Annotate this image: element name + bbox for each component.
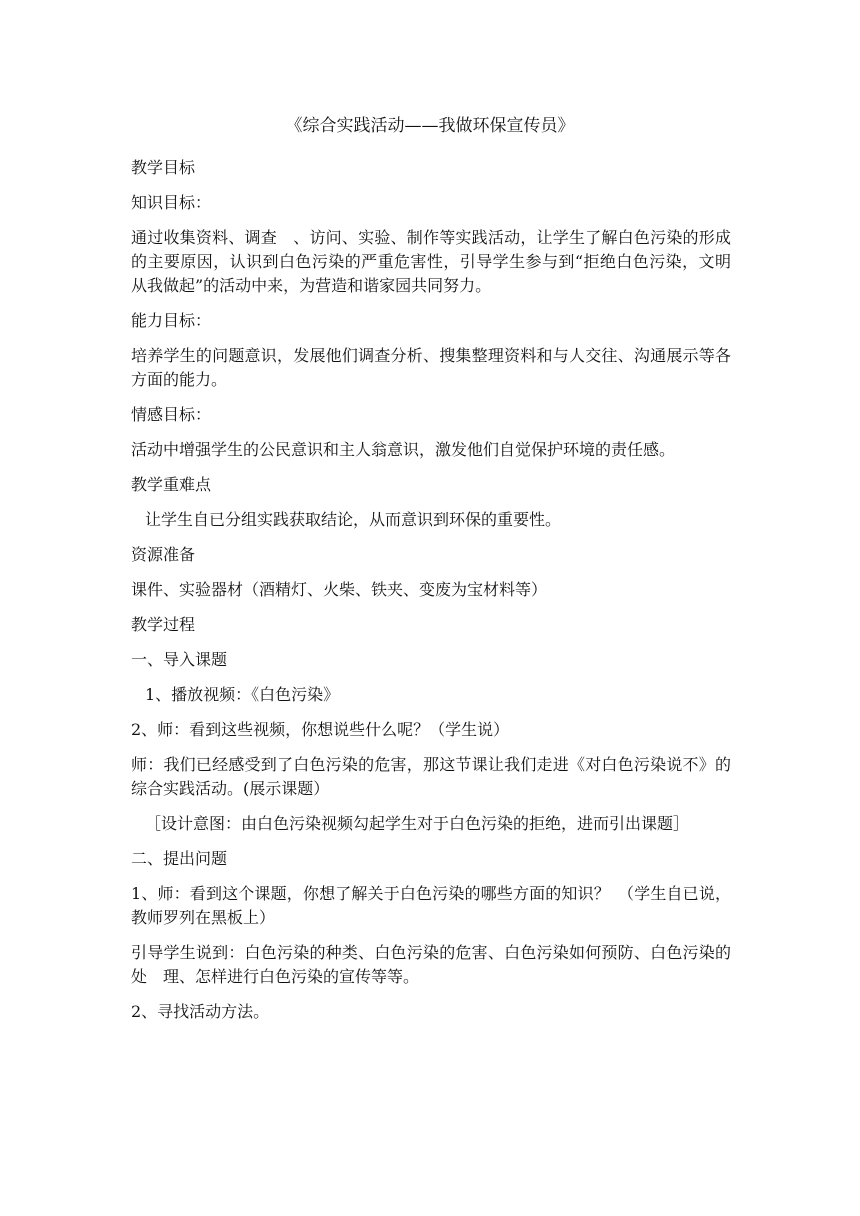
step-play-video: 1、播放视频：《白色污染》 [145,685,340,704]
resources-text: 课件、实验器材（酒精灯、火柴、铁夹、变废为宝材料等） [131,580,548,599]
subheading-knowledge-goals: 知识目标： [131,193,212,212]
knowledge-goals-text: 通过收集资料、调查 、访问、实验、制作等实践活动，让学生了解白色污染的形成的主要原因，认识到白色污染的严重危害性，引导学生参与到“拒绝白色污染，文明从我做起”的活动中来，为营造和谐家园共同努力。 [131,228,731,295]
step-find-methods: 2、寻找活动方法。 [131,1002,270,1021]
emotion-goals-text: 活动中增强学生的公民意识和主人翁意识，激发他们自觉保护环境的责任感。 [131,440,676,459]
document-title: 《综合实践活动——我做环保宣传员》 [285,116,575,136]
heading-resources: 资源准备 [131,545,196,564]
heading-teaching-process: 教学过程 [131,615,196,634]
heading-key-difficulties: 教学重难点 [131,475,212,494]
guide-students-text: 引导学生说到：白色污染的种类、白色污染的危害、白色污染如何预防、白色污染的处 理、怎样进行白色污染的宣传等等。 [131,943,731,986]
section-raise-questions: 二、提出问题 [131,849,228,868]
step-topic-question: 1、师：看到这个课题，你想了解关于白色污染的哪些方面的知识？ （学生自已说，教师罗列在黑板上） [131,884,731,927]
document-body [131,156,731,1035]
subheading-emotion-goals: 情感目标： [131,405,212,424]
section-introduction: 一、导入课题 [131,650,228,669]
key-difficulties-text: 让学生自已分组实践获取结论，从而意识到环保的重要性。 [145,510,562,529]
ability-goals-text: 培养学生的问题意识，发展他们调查分析、搜集整理资料和与人交往、沟通展示等各方面的能力。 [131,346,731,389]
teacher-statement: 师：我们已经感受到了白色污染的危害，那这节课让我们走进《对白色污染说不》的综合实践活动。(展示课题） [131,755,731,798]
subheading-ability-goals: 能力目标： [131,311,212,330]
step-teacher-question: 2、师：看到这些视频，你想说些什么呢？（学生说） [131,720,510,739]
heading-teaching-goals: 教学目标 [131,158,196,177]
design-intent: ［设计意图：由白色污染视频勾起学生对于白色污染的拒绝，进而引出课题］ [145,814,690,833]
